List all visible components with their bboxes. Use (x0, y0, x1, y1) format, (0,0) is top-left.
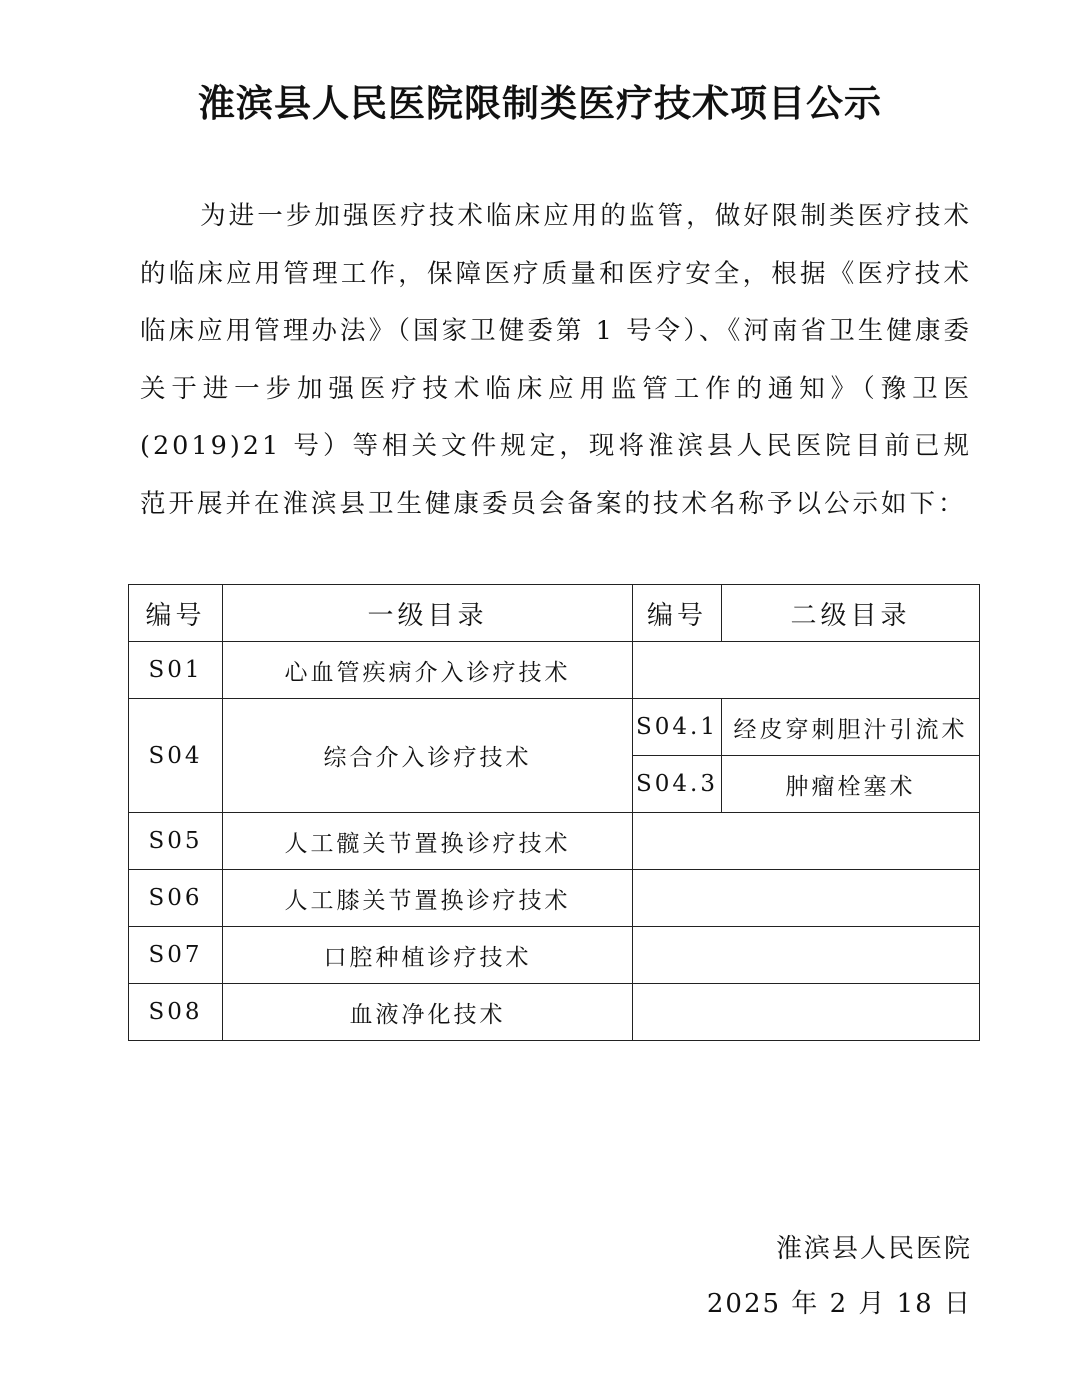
row-name: 血液净化技术 (223, 984, 633, 1041)
row-name: 口腔种植诊疗技术 (223, 927, 633, 984)
row-code: S05 (129, 813, 223, 870)
row-sub-empty (633, 642, 980, 699)
table-header-row (129, 585, 980, 642)
header-level-1: 一级目录 (223, 585, 633, 642)
row-name: 综合介入诊疗技术 (223, 699, 633, 813)
header-code-2: 编号 (633, 585, 722, 642)
header-code-1: 编号 (129, 585, 223, 642)
row-code: S07 (129, 927, 223, 984)
row-name: 人工髋关节置换诊疗技术 (223, 813, 633, 870)
intro-text: 为进一步加强医疗技术临床应用的监管，做好限制类医疗技术的临床应用管理工作，保障医疗质量和医疗安全，根据《医疗技术临床应用管理办法》（国家卫健委第 1 号令）、《河南省卫生健康委关于进一步加强医疗技术临床应用监管工作的通知》（豫卫医(2019)21 号）等相关文件规定，现将淮滨县人民医院目前已规范开展并在淮滨县卫生健康委员会备案的技术名称予以公示如下： (140, 201, 972, 519)
sub-name: 肿瘤栓塞术 (722, 756, 980, 813)
sub-code: S04.3 (633, 756, 722, 813)
signature-org: 淮滨县人民医院 (775, 1234, 972, 1264)
header-level-2: 二级目录 (722, 585, 980, 642)
row-code: S06 (129, 870, 223, 927)
table-row (129, 642, 980, 699)
row-sub-empty (633, 927, 980, 984)
row-code: S08 (129, 984, 223, 1041)
sub-name: 经皮穿刺胆汁引流术 (722, 699, 980, 756)
table-row (129, 870, 980, 927)
table-row (129, 813, 980, 870)
row-name: 心血管疾病介入诊疗技术 (223, 642, 633, 699)
row-sub-empty (633, 984, 980, 1041)
sub-code: S04.1 (633, 699, 722, 756)
signature-block (707, 1222, 972, 1332)
intro-paragraph (140, 188, 972, 533)
row-code: S04 (129, 699, 223, 813)
row-sub-empty (633, 870, 980, 927)
row-sub-empty (633, 813, 980, 870)
table-row (129, 984, 980, 1041)
table-row (129, 927, 980, 984)
row-name: 人工膝关节置换诊疗技术 (223, 870, 633, 927)
table-row (129, 699, 980, 756)
row-code: S01 (129, 642, 223, 699)
technology-table (128, 584, 980, 1041)
document-title: 淮滨县人民医院限制类医疗技术项目公示 (198, 81, 882, 125)
signature-date: 2025 年 2 月 18 日 (706, 1289, 972, 1319)
